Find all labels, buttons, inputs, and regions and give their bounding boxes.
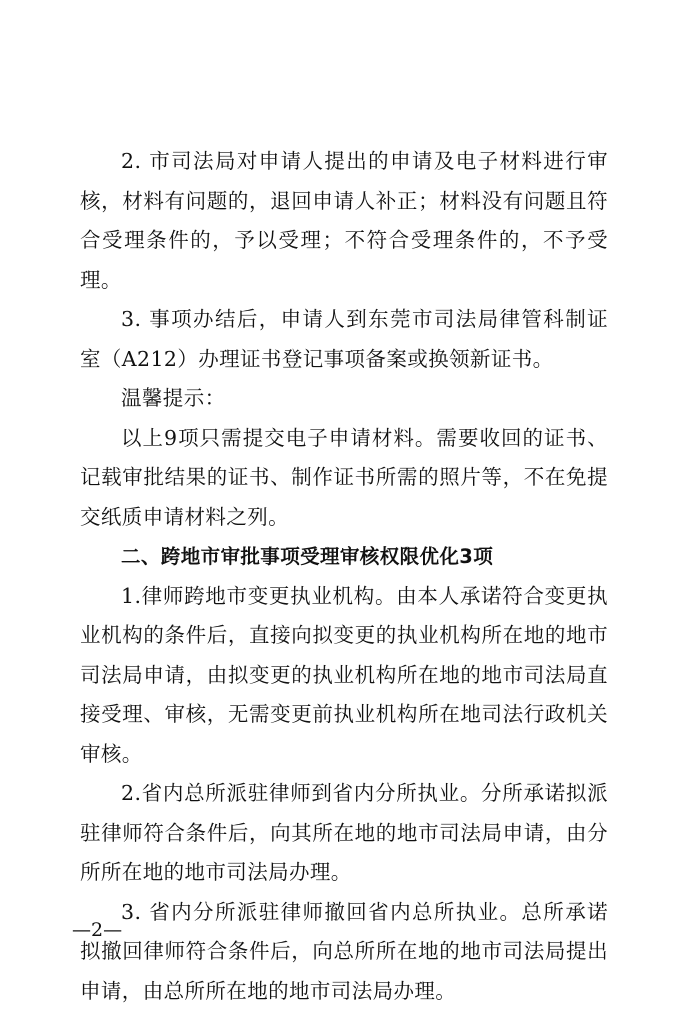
page-number: —2—	[72, 919, 122, 941]
paragraph-completion: 3. 事项办结后，申请人到东莞市司法局律管科制证室（A212）办理证书登记事项备案或换领新证书。	[80, 300, 608, 379]
paragraph-item-1: 1.律师跨地市变更执业机构。由本人承诺符合变更执业机构的条件后，直接向拟变更的执业机构所在地的地市司法局申请，由拟变更的执业机构所在地的地市司法局直接受理、审核，无需变更前执业机构所在地司法行政机关审核。	[80, 577, 608, 775]
paragraph-item-3: 3. 省内分所派驻律师撤回省内总所执业。总所承诺拟撤回律师符合条件后，向总所所在地的地市司法局提出申请，由总所所在地的地市司法局办理。	[80, 893, 608, 1011]
tip-heading: 温馨提示：	[80, 379, 608, 419]
paragraph-review: 2. 市司法局对申请人提出的申请及电子材料进行审核，材料有问题的，退回申请人补正；材料没有问题且符合受理条件的，予以受理；不符合受理条件的，不予受理。	[80, 142, 608, 300]
paragraph-tip-content: 以上9项只需提交电子申请材料。需要收回的证书、记载审批结果的证书、制作证书所需的照片等，不在免提交纸质申请材料之列。	[80, 419, 608, 538]
document-body	[80, 142, 608, 1011]
section-heading: 二、跨地市审批事项受理审核权限优化3项	[80, 537, 608, 577]
paragraph-item-2: 2.省内总所派驻律师到省内分所执业。分所承诺拟派驻律师符合条件后，向其所在地的地市司法局申请，由分所所在地的地市司法局办理。	[80, 774, 608, 893]
